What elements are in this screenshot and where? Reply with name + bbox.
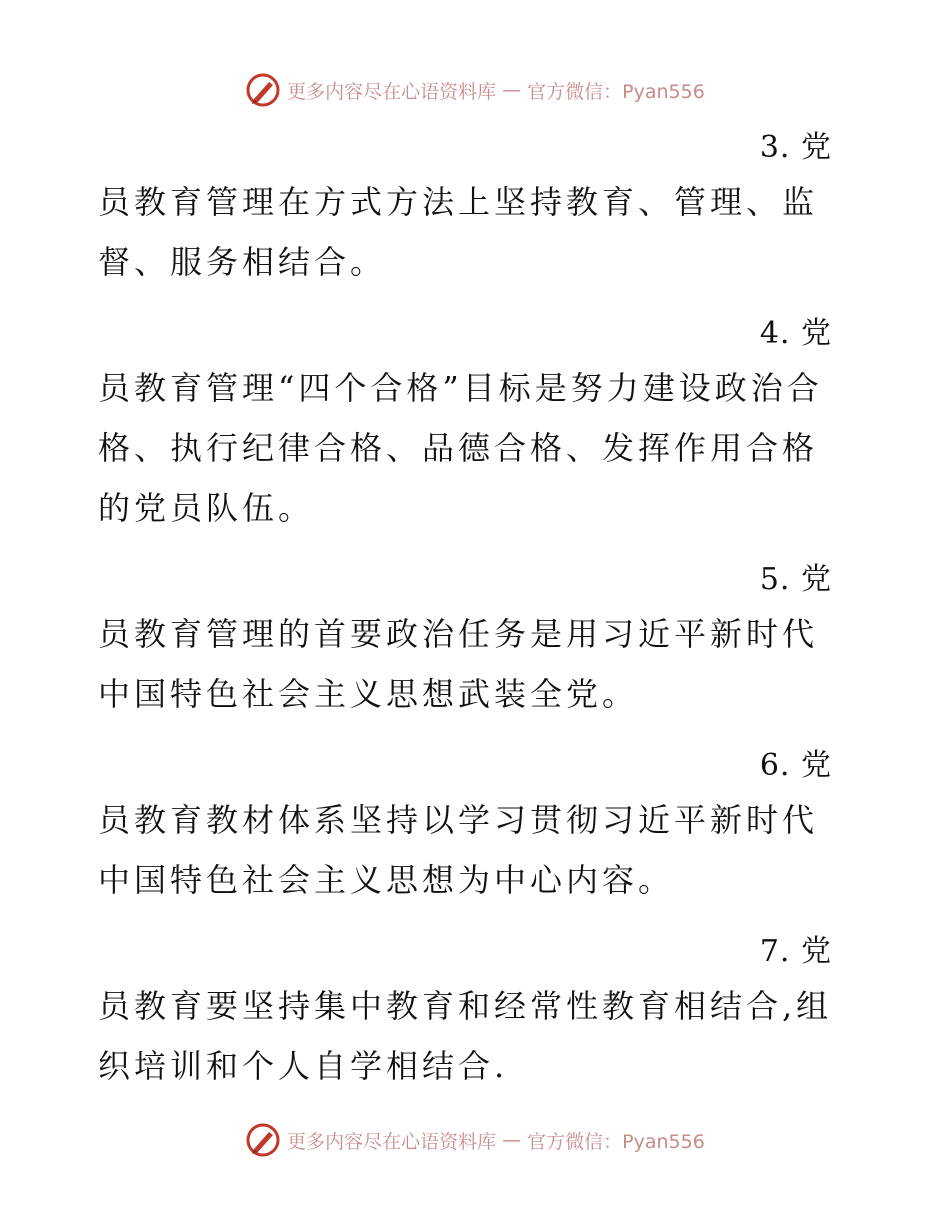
banner-text: 更多内容尽在心语资料库 bbox=[287, 1130, 497, 1153]
item-text: 员教育管理在方式方法上坚持教育、管理、监督、服务相结合。 bbox=[98, 183, 819, 281]
item-number: 7. 党 bbox=[759, 934, 832, 969]
banner-wechat: 官方微信：Pyan556 bbox=[527, 80, 705, 103]
list-item bbox=[98, 310, 848, 538]
banner-text: 更多内容尽在心语资料库 bbox=[287, 80, 497, 103]
banner-wechat: 官方微信：Pyan556 bbox=[527, 1130, 705, 1153]
item-number: 5. 党 bbox=[759, 562, 832, 597]
list-item bbox=[98, 556, 848, 724]
item-number: 6. 党 bbox=[759, 748, 832, 783]
item-text: 员教育要坚持集中教育和经常性教育相结合,组织培训和个人自学相结合. bbox=[98, 987, 833, 1085]
banner-dash: — bbox=[502, 1129, 522, 1151]
question-list bbox=[98, 124, 848, 1114]
list-item bbox=[98, 742, 848, 910]
list-item bbox=[98, 124, 848, 292]
item-text: 员教育教材体系坚持以学习贯彻习近平新时代中国特色社会主义思想为中心内容。 bbox=[98, 801, 819, 899]
item-text: 员教育管理的首要政治任务是用习近平新时代中国特色社会主义思想武装全党。 bbox=[98, 615, 819, 713]
pen-logo-icon bbox=[245, 72, 281, 108]
list-item bbox=[98, 928, 848, 1096]
item-text: 员教育管理“四个合格”目标是努力建设政治合格、执行纪律合格、品德合格、发挥作用合格的党员队伍。 bbox=[98, 369, 823, 527]
item-number: 3. 党 bbox=[759, 130, 832, 165]
footer-banner bbox=[0, 1120, 950, 1160]
banner-dash: — bbox=[502, 79, 522, 101]
header-banner bbox=[0, 70, 950, 110]
item-number: 4. 党 bbox=[759, 316, 832, 351]
pen-logo-icon bbox=[245, 1122, 281, 1158]
